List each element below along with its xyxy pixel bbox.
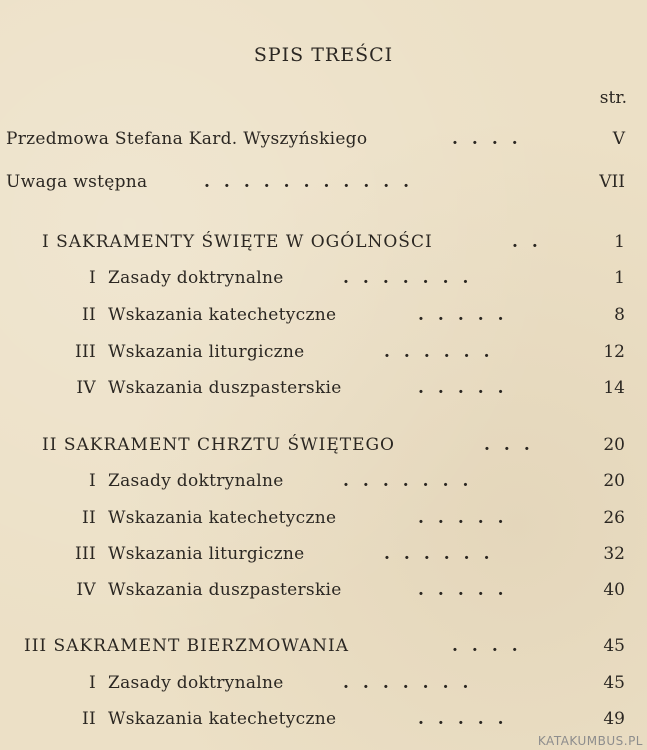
dot-leader: ......: [384, 342, 504, 362]
toc-entry-label: Wskazania katechetyczne: [108, 305, 337, 325]
dot-leader: .....: [418, 305, 518, 325]
dot-leader: .....: [418, 508, 518, 528]
toc-part-label: II SAKRAMENT CHRZTU ŚWIĘTEGO: [42, 435, 395, 455]
dot-leader: .......: [343, 268, 483, 288]
toc-subentry: [0, 469, 647, 493]
toc-entry-label: Wskazania duszpasterskie: [108, 580, 342, 600]
toc-entry-label: Wskazania katechetyczne: [108, 508, 337, 528]
toc-part-label: I SAKRAMENTY ŚWIĘTE W OGÓLNOŚCI: [42, 232, 433, 252]
toc-entry-page: 45: [603, 673, 625, 693]
toc-entry-page: 45: [603, 636, 625, 656]
roman-numeral: II: [81, 305, 96, 325]
dot-leader: .....: [418, 580, 518, 600]
toc-entry-label: Wskazania duszpasterskie: [108, 378, 342, 398]
dot-leader: ...: [484, 435, 544, 455]
roman-numeral: III: [74, 342, 96, 362]
toc-part-label: III SAKRAMENT BIERZMOWANIA: [24, 636, 350, 656]
toc-part-1: [0, 230, 647, 254]
toc-entry-page: 20: [603, 435, 625, 455]
toc-entry-page: 26: [603, 508, 625, 528]
toc-entry-page: 32: [603, 544, 625, 564]
roman-numeral: I: [88, 673, 96, 693]
toc-subentry: [0, 578, 647, 602]
page-title: SPIS TREŚCI: [253, 44, 394, 66]
page-column-header: str.: [599, 88, 627, 108]
toc-entry-label: Wskazania katechetyczne: [108, 709, 337, 729]
roman-numeral: II: [81, 709, 96, 729]
toc-entry-page: V: [612, 129, 625, 149]
toc-entry-page: 49: [603, 709, 625, 729]
toc-subentry: [0, 506, 647, 530]
toc-entry-label: Wskazania liturgiczne: [108, 342, 305, 362]
roman-numeral: IV: [76, 378, 96, 398]
toc-entry-foreword: [0, 127, 647, 151]
toc-entry-page: 12: [603, 342, 625, 362]
toc-entry-label: Zasady doktrynalne: [108, 673, 284, 693]
dot-leader: ....: [452, 129, 532, 149]
toc-subentry: [0, 376, 647, 400]
dot-leader: .......: [343, 673, 483, 693]
toc-subentry: [0, 542, 647, 566]
toc-subentry: [0, 303, 647, 327]
toc-entry-label: Przedmowa Stefana Kard. Wyszyńskiego: [6, 129, 368, 149]
toc-part-3: [0, 634, 647, 658]
roman-numeral: I: [88, 471, 96, 491]
toc-entry-page: 14: [603, 378, 625, 398]
roman-numeral: III: [74, 544, 96, 564]
dot-leader: ...........: [204, 172, 424, 192]
dot-leader: ..: [512, 232, 552, 252]
watermark: KATAKUMBUS.PL: [537, 734, 643, 748]
toc-subentry: [0, 340, 647, 364]
toc-entry-page: 8: [614, 305, 625, 325]
toc-part-2: [0, 433, 647, 457]
dot-leader: .....: [418, 709, 518, 729]
toc-entry-introduction: [0, 170, 647, 194]
dot-leader: ......: [384, 544, 504, 564]
toc-subentry: [0, 707, 647, 731]
toc-entry-label: Uwaga wstępna: [6, 172, 148, 192]
toc-entry-page: 1: [614, 268, 625, 288]
roman-numeral: I: [88, 268, 96, 288]
toc-entry-page: 40: [603, 580, 625, 600]
roman-numeral: IV: [76, 580, 96, 600]
dot-leader: .....: [418, 378, 518, 398]
toc-subentry: [0, 671, 647, 695]
dot-leader: ....: [452, 636, 532, 656]
toc-subentry: [0, 266, 647, 290]
toc-entry-label: Wskazania liturgiczne: [108, 544, 305, 564]
toc-entry-label: Zasady doktrynalne: [108, 268, 284, 288]
toc-entry-page: VII: [599, 172, 625, 192]
toc-entry-page: 1: [614, 232, 625, 252]
toc-entry-page: 20: [603, 471, 625, 491]
toc-entry-label: Zasady doktrynalne: [108, 471, 284, 491]
dot-leader: .......: [343, 471, 483, 491]
roman-numeral: II: [81, 508, 96, 528]
